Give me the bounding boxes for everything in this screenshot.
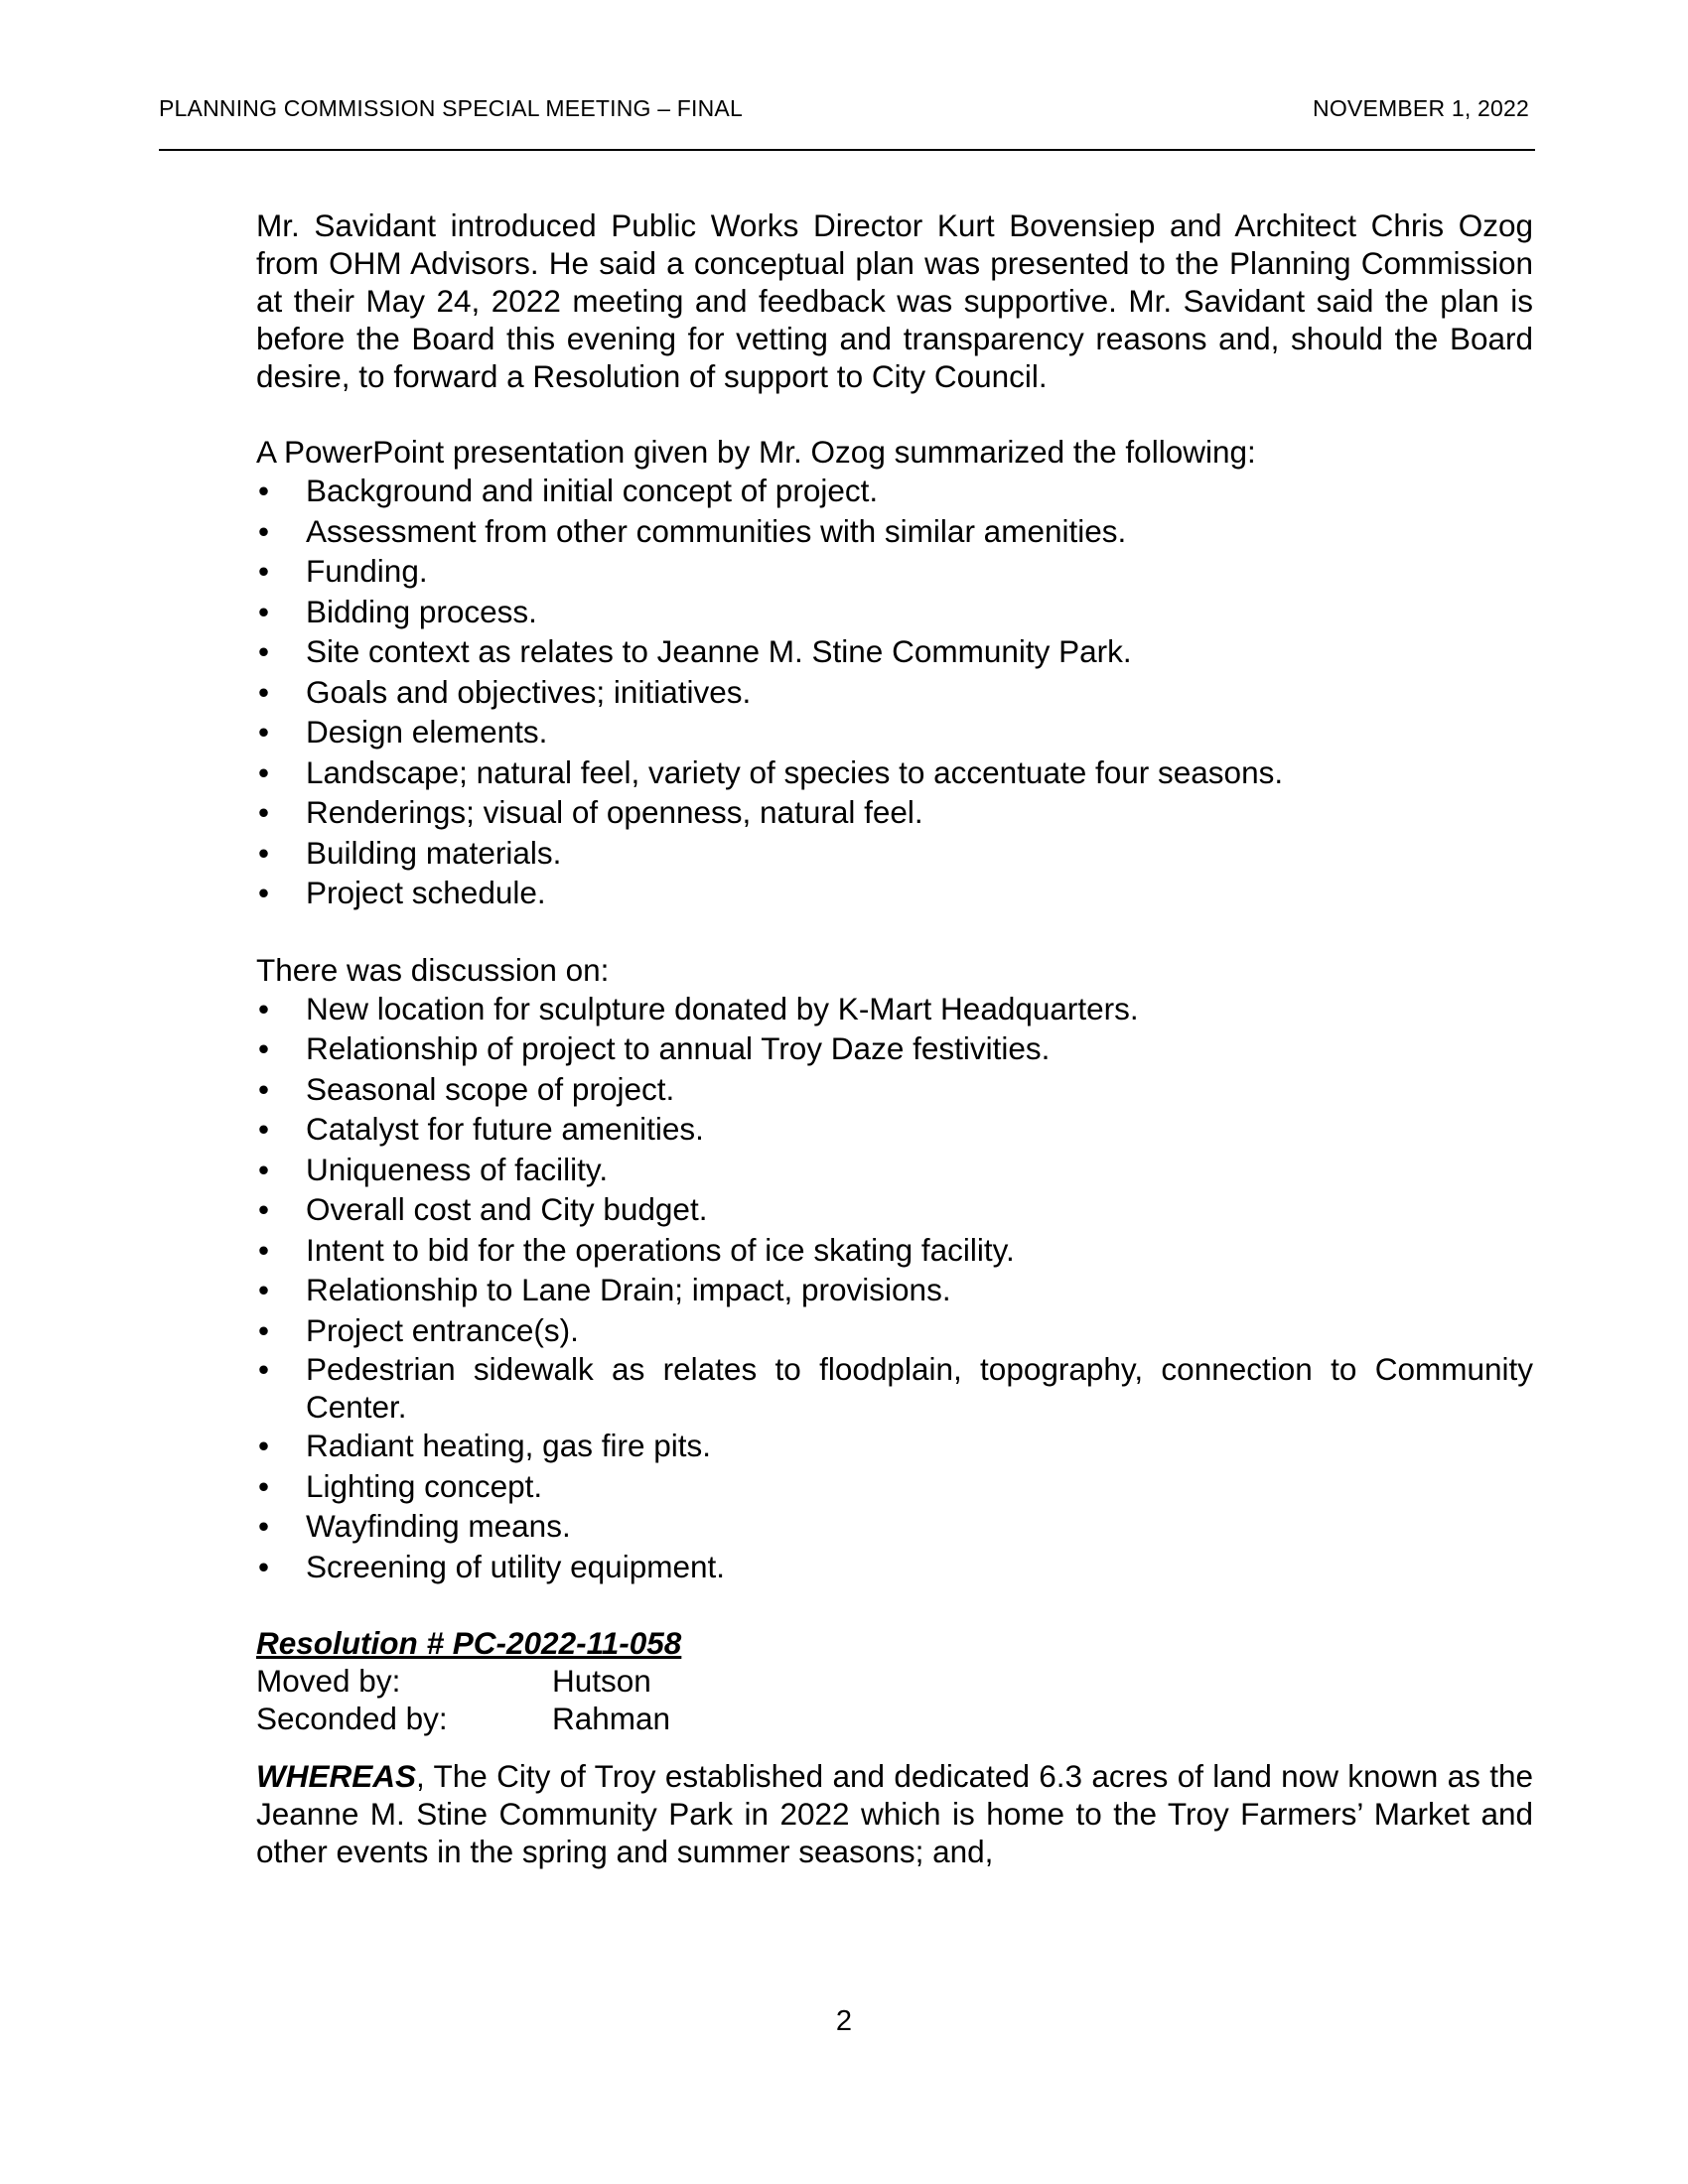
list-item: • Intent to bid for the operations of ice skating facility. xyxy=(256,1230,1533,1271)
header-meeting-date: NOVEMBER 1, 2022 xyxy=(1313,95,1529,121)
list-item: • Design elements. xyxy=(256,712,1533,752)
header-divider xyxy=(159,149,1535,151)
list-item: • Funding. xyxy=(256,551,1533,592)
whereas-lead: WHEREAS xyxy=(256,1758,417,1794)
list-item: • Building materials. xyxy=(256,833,1533,874)
list-item: • Relationship to Lane Drain; impact, provisions. xyxy=(256,1270,1533,1310)
page-number: 2 xyxy=(835,2005,853,2037)
list-item: • Goals and objectives; initiatives. xyxy=(256,672,1533,713)
seconded-by-label: Seconded by: xyxy=(256,1701,448,1736)
page-header xyxy=(159,95,1529,122)
list-item: • New location for sculpture donated by K-Mart Headquarters. xyxy=(256,989,1533,1029)
list-item: • Catalyst for future amenities. xyxy=(256,1109,1533,1150)
seconded-by-value: Rahman xyxy=(552,1701,671,1736)
presentation-list xyxy=(256,471,1533,913)
list-item: • Assessment from other communities with similar amenities. xyxy=(256,511,1533,552)
moved-by-label: Moved by: xyxy=(256,1663,401,1699)
list-item: • Wayfinding means. xyxy=(256,1506,1533,1547)
seconded-by-row xyxy=(256,1700,1533,1737)
list-item: • Lighting concept. xyxy=(256,1466,1533,1507)
presentation-lead: A PowerPoint presentation given by Mr. Ozog summarized the following: xyxy=(256,434,1256,470)
list-item: • Renderings; visual of openness, natural feel. xyxy=(256,792,1533,833)
whereas-text: , The City of Troy established and dedicated 6.3 acres of land now known as the Jeanne M. Stine Community Park in 2022 which is home to the Troy Farmers’ Market and other events in the spring and summer seasons; and, xyxy=(256,1758,1533,1869)
list-item: • Seasonal scope of project. xyxy=(256,1069,1533,1110)
discussion-lead: There was discussion on: xyxy=(256,951,610,988)
moved-by-row xyxy=(256,1662,1533,1700)
header-meeting-title: PLANNING COMMISSION SPECIAL MEETING – FINAL xyxy=(159,95,743,121)
list-item: • Screening of utility equipment. xyxy=(256,1547,1533,1587)
list-item: • Radiant heating, gas fire pits. xyxy=(256,1426,1533,1466)
list-item: • Uniqueness of facility. xyxy=(256,1150,1533,1190)
discussion-list xyxy=(256,989,1533,1587)
list-item: • Site context as relates to Jeanne M. Stine Community Park. xyxy=(256,631,1533,672)
list-item: • Pedestrian sidewalk as relates to floodplain, topography, connection to Community Center. xyxy=(256,1350,1533,1426)
list-item: • Project schedule. xyxy=(256,873,1533,913)
intro-paragraph: Mr. Savidant introduced Public Works Director Kurt Bovensiep and Architect Chris Ozog from OHM Advisors. He said a conceptual plan was presented to the Planning Commission at their May 24, 2022 meeting and feedback was supportive. Mr. Savidant said the plan is before the Board this evening for vetting and transparency reasons and, should the Board desire, to forward a Resolution of support to City Council. xyxy=(256,207,1533,394)
list-item: • Landscape; natural feel, variety of species to accentuate four seasons. xyxy=(256,752,1533,793)
list-item: • Background and initial concept of project. xyxy=(256,471,1533,511)
moved-by-value: Hutson xyxy=(552,1663,651,1699)
list-item: • Relationship of project to annual Troy Daze festivities. xyxy=(256,1028,1533,1069)
document-body xyxy=(256,206,1533,1870)
list-item: • Project entrance(s). xyxy=(256,1310,1533,1351)
resolution-title: Resolution # PC-2022-11-058 xyxy=(256,1625,682,1661)
whereas-clause xyxy=(256,1757,1533,1870)
list-item: • Bidding process. xyxy=(256,592,1533,632)
list-item: • Overall cost and City budget. xyxy=(256,1189,1533,1230)
